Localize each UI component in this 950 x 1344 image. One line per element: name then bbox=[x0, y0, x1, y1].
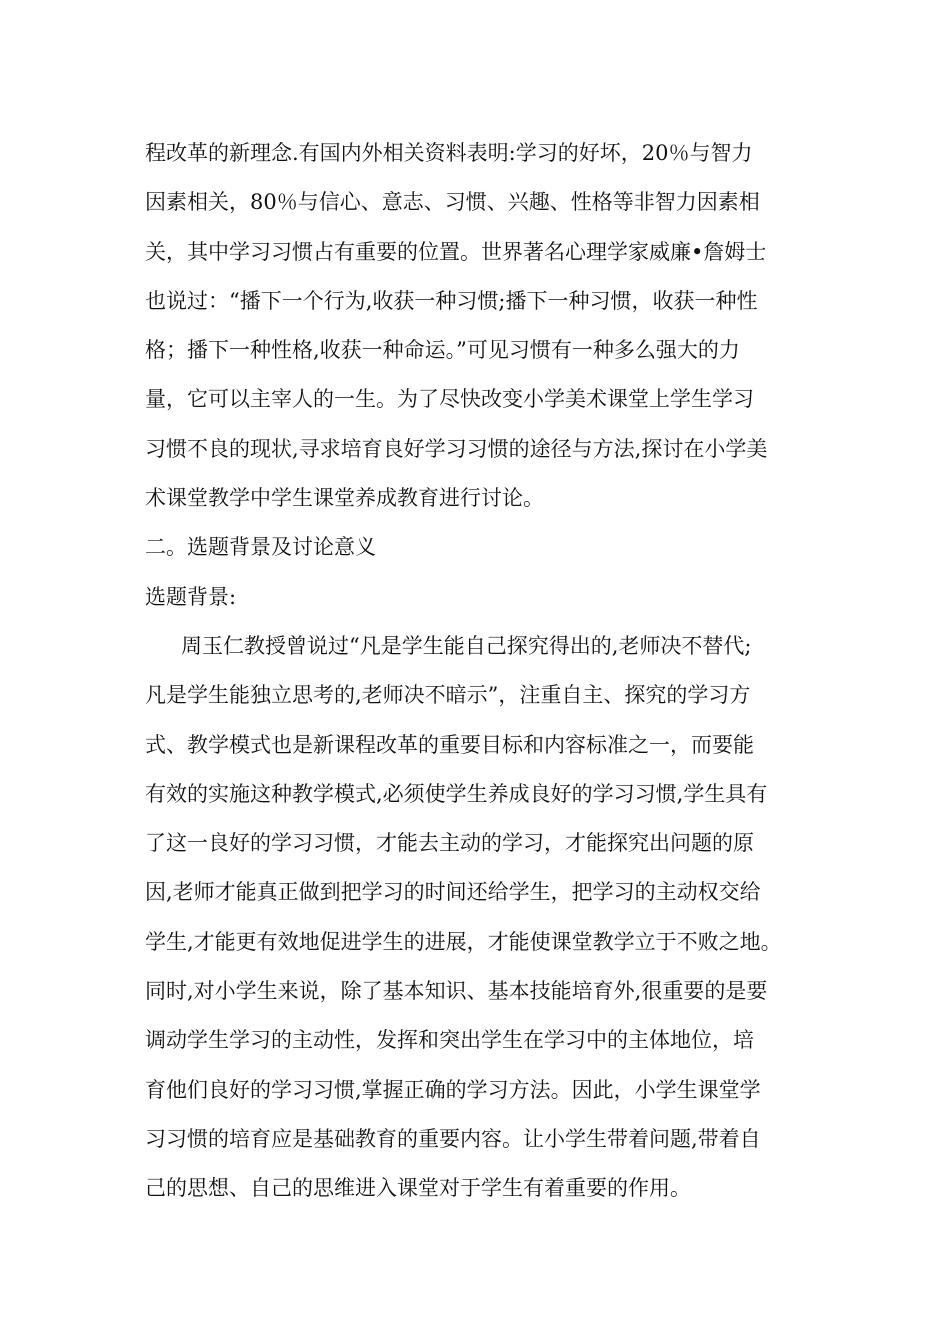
body-line: 了这一良好的学习习惯，才能去主动的学习，才能探究出问题的原 bbox=[145, 831, 754, 856]
document-body bbox=[145, 129, 835, 1214]
sub-heading: 选题背景: bbox=[145, 584, 237, 609]
body-line: 格；播下一种性格,收获一种命运。”可见习惯有一种多么强大的力 bbox=[145, 338, 740, 363]
body-line: 周玉仁教授曾说过“凡是学生能自己探究得出的,老师决不替代; bbox=[181, 633, 752, 658]
body-line: 式、教学模式也是新课程改革的重要目标和内容标准之一，而要能 bbox=[145, 732, 754, 757]
body-line: 量，它可以主宰人的一生。为了尽快改变小学美术课堂上学生学习 bbox=[145, 387, 754, 412]
body-line: 程改革的新理念.有国内外相关资料表明:学习的好坏，20％与智力 bbox=[145, 141, 753, 165]
body-line: 术课堂教学中学生课堂养成教育进行讨论。 bbox=[145, 486, 544, 511]
body-line: 有效的实施这种教学模式,必须使学生养成良好的学习习惯,学生具有 bbox=[145, 781, 768, 806]
body-line: 因,老师才能真正做到把学习的时间还给学生，把学习的主动权交给 bbox=[145, 880, 761, 905]
body-line: 关，其中学习习惯占有重要的位置。世界著名心理学家威廉•詹姆士 bbox=[145, 239, 767, 264]
body-line: 因素相关，80％与信心、意志、习惯、兴趣、性格等非智力因素相 bbox=[145, 190, 760, 215]
section-heading: 二。选题背景及讨论意义 bbox=[145, 535, 376, 560]
body-line: 习惯不良的现状,寻求培育良好学习习惯的途径与方法,探讨在小学美 bbox=[145, 436, 768, 461]
body-line: 学生,才能更有效地促进学生的进展，才能使课堂教学立于不败之地。 bbox=[145, 929, 782, 954]
body-line: 调动学生学习的主动性，发挥和突出学生在学习中的主体地位，培 bbox=[145, 1028, 754, 1053]
body-line: 也说过：“播下一个行为,收获一种习惯;播下一种习惯，收获一种性 bbox=[145, 288, 758, 313]
body-line: 同时,对小学生来说，除了基本知识、基本技能培育外,很重要的是要 bbox=[145, 979, 768, 1004]
body-line: 习习惯的培育应是基础教育的重要内容。让小学生带着问题,带着自 bbox=[145, 1126, 761, 1151]
body-line: 育他们良好的学习习惯,掌握正确的学习方法。因此，小学生课堂学 bbox=[145, 1077, 761, 1102]
body-line: 己的思想、自己的思维进入课堂对于学生有着重要的作用。 bbox=[145, 1176, 691, 1201]
body-line: 凡是学生能独立思考的,老师决不暗示”，注重自主、探究的学习方 bbox=[145, 683, 751, 708]
